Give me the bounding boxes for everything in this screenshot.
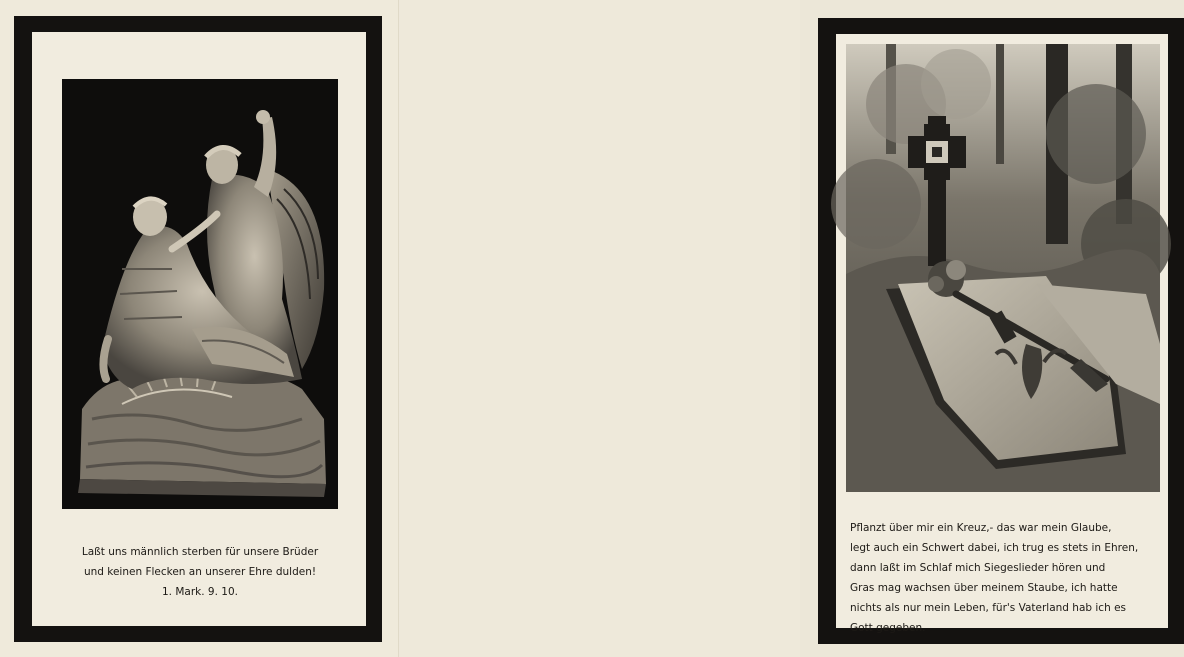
statue-photo — [62, 79, 338, 509]
right-card — [400, 0, 1139, 657]
left-mourning-border — [14, 16, 382, 642]
poem-line-1: Pflanzt über mir ein Kreuz,- das war mein Glaube, — [850, 522, 1112, 534]
right-poem — [850, 518, 1162, 638]
right-mourning-border — [818, 18, 1184, 644]
poem-line-6: Gott gegeben. — [850, 622, 926, 634]
grave-illustration — [846, 44, 1160, 492]
left-card-panel — [32, 32, 366, 626]
poem-line-3: dann laßt im Schlaf mich Siegeslieder hören und — [850, 562, 1106, 574]
verse-line-2: und keinen Flecken an unserer Ehre dulden! — [83, 566, 317, 578]
verse-reference: 1. Mark. 9. 10. — [162, 586, 238, 598]
grave-photo — [846, 44, 1160, 492]
left-card — [0, 0, 400, 657]
verse-line-1: Laßt uns männlich sterben für unsere Brüder — [81, 546, 319, 558]
statue-illustration — [62, 79, 338, 509]
poem-line-5: nichts als nur mein Leben, für's Vaterland hab ich es — [850, 602, 1126, 614]
poem-line-2: legt auch ein Schwert dabei, ich trug es stets in Ehren, — [850, 542, 1139, 554]
left-verse — [52, 542, 348, 602]
poem-line-4: Gras mag wachsen über meinem Staube, ich hatte — [850, 582, 1118, 594]
right-card-panel — [836, 34, 1168, 634]
